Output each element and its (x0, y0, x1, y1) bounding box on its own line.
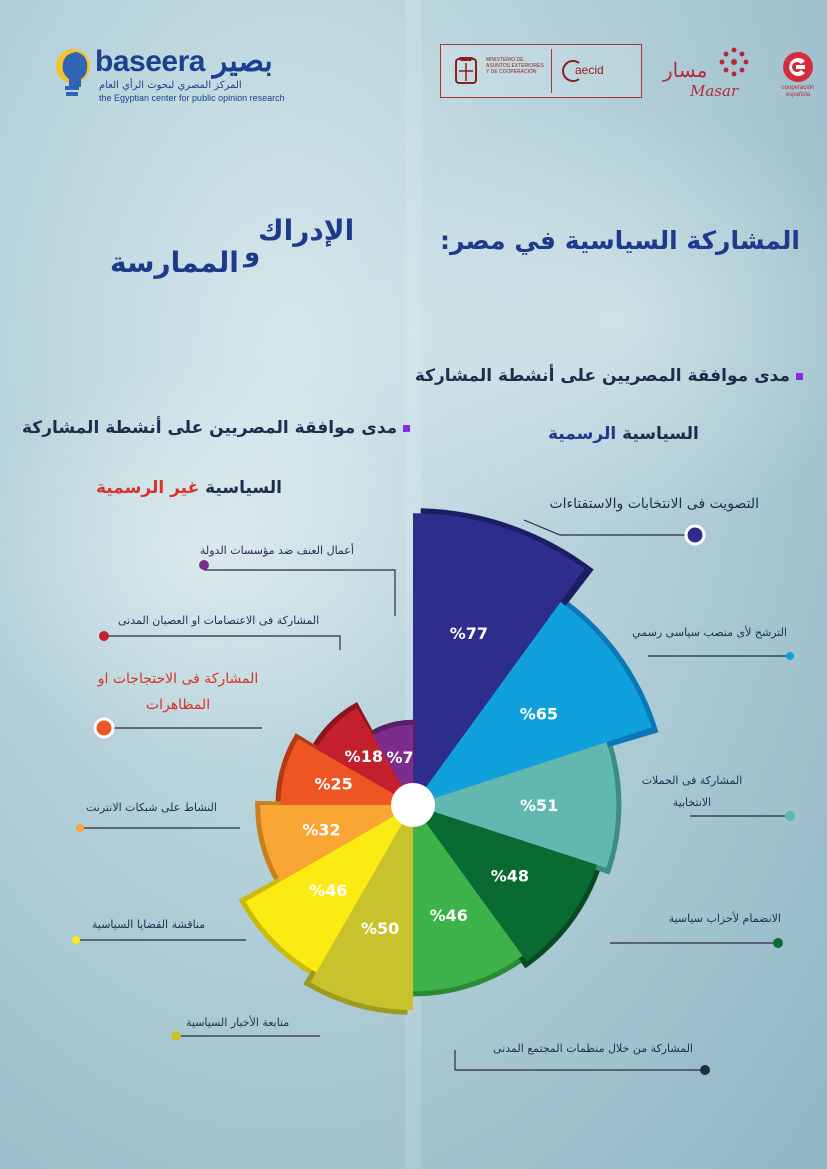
informal-label-3: المشاركة فى الاحتجاجات او المظاهرات (97, 671, 259, 713)
informal-label-1: مناقشة القضايا السياسية (92, 918, 206, 931)
aecid-text: aecid (575, 63, 604, 77)
informal-leader-4-line (104, 636, 340, 650)
informal-label-0: متابعة الأخبار السياسية (186, 1016, 290, 1029)
formal-subtitle-prefix: السياسية (622, 424, 699, 444)
informal-subtitle-highlight: غير الرسمية (96, 478, 200, 498)
formal-rose-chart (408, 508, 658, 996)
left-title-practice: الممارسة (110, 246, 239, 279)
formal-value-label-0: %77 (449, 623, 489, 643)
baseera-name: baseera بصير (95, 45, 273, 78)
informal-leader-5-dot-icon (199, 560, 209, 570)
formal-leader-4-dot-icon (700, 1065, 710, 1075)
formal-subtitle-highlight: الرسمية (548, 424, 617, 444)
formal-label-4: المشاركة من خلال منظمات المجتمع المدنى (493, 1042, 693, 1055)
cooperacion-text: cooperación española (781, 85, 815, 98)
baseera-tagline-en: the Egyptian center for public opinion research (99, 93, 285, 103)
informal-label-5: أعمال العنف ضد مؤسسات الدولة (200, 544, 354, 557)
informal-leader-5-line (204, 570, 395, 616)
left-title-and: و (244, 238, 261, 268)
informal-leader-1-dot-icon (72, 936, 80, 944)
informal-label-4: المشاركة فى الاعتصامات او العصيان المدنى (118, 614, 320, 627)
informal-rose-chart (239, 702, 416, 1015)
informal-subtitle-prefix: السياسية (205, 478, 282, 498)
masar-ar: مسار (663, 58, 708, 82)
ministry-text: MINISTERIO DE ASUNTOS EXTERIORES Y DE COOPERACIÓN (486, 57, 544, 75)
formal-label-0: التصويت فى الانتخابات والاستفتاءات (549, 496, 759, 512)
formal-subtitle-text: مدى موافقة المصريين على أنشطة المشاركة (414, 366, 790, 386)
formal-value-label-2: %51 (519, 796, 559, 815)
informal-value-label-2: %32 (302, 820, 341, 840)
formal-value-label-1: %65 (519, 704, 559, 724)
center-hub (391, 783, 435, 827)
informal-leader-3-dot-icon (95, 719, 113, 737)
left-title-perception: الإدراك (258, 214, 355, 247)
formal-leader-4-line (455, 1050, 705, 1070)
informal-value-label-4: %18 (344, 746, 383, 766)
formal-label-1: الترشح لأى منصب سياسى رسمي (632, 626, 787, 639)
formal-label-3: الانضمام لأحزاب سياسية (668, 912, 781, 925)
masar-en: Masar (690, 82, 739, 100)
informal-leader-2-dot-icon (76, 824, 84, 832)
informal-subtitle-text: مدى موافقة المصريين على أنشطة المشاركة (22, 418, 398, 438)
informal-leader-0-dot-icon (171, 1031, 181, 1041)
formal-value-label-4: %46 (429, 905, 468, 925)
formal-leader-1-dot-icon (786, 652, 794, 660)
informal-label-2: النشاط على شبكات الانترنت (86, 801, 217, 814)
formal-leader-3-dot-icon (773, 938, 783, 948)
informal-value-label-1: %46 (309, 880, 348, 900)
informal-value-label-5: %7 (386, 747, 414, 767)
formal-leader-2-dot-icon (785, 811, 795, 821)
formal-label-2: المشاركة فى الحملات الانتخابية (641, 774, 743, 809)
main-title: المشاركة السياسية في مصر: (439, 226, 800, 255)
formal-leader-0-line (524, 520, 695, 535)
formal-value-label-3: %48 (490, 866, 530, 886)
informal-value-label-0: %50 (360, 918, 400, 938)
formal-leader-0-dot-icon (686, 526, 704, 544)
baseera-tagline-ar: المركز المصري لبحوث الرأي العام (99, 80, 242, 91)
informal-leader-4-dot-icon (99, 631, 109, 641)
informal-value-label-3: %25 (314, 774, 353, 794)
